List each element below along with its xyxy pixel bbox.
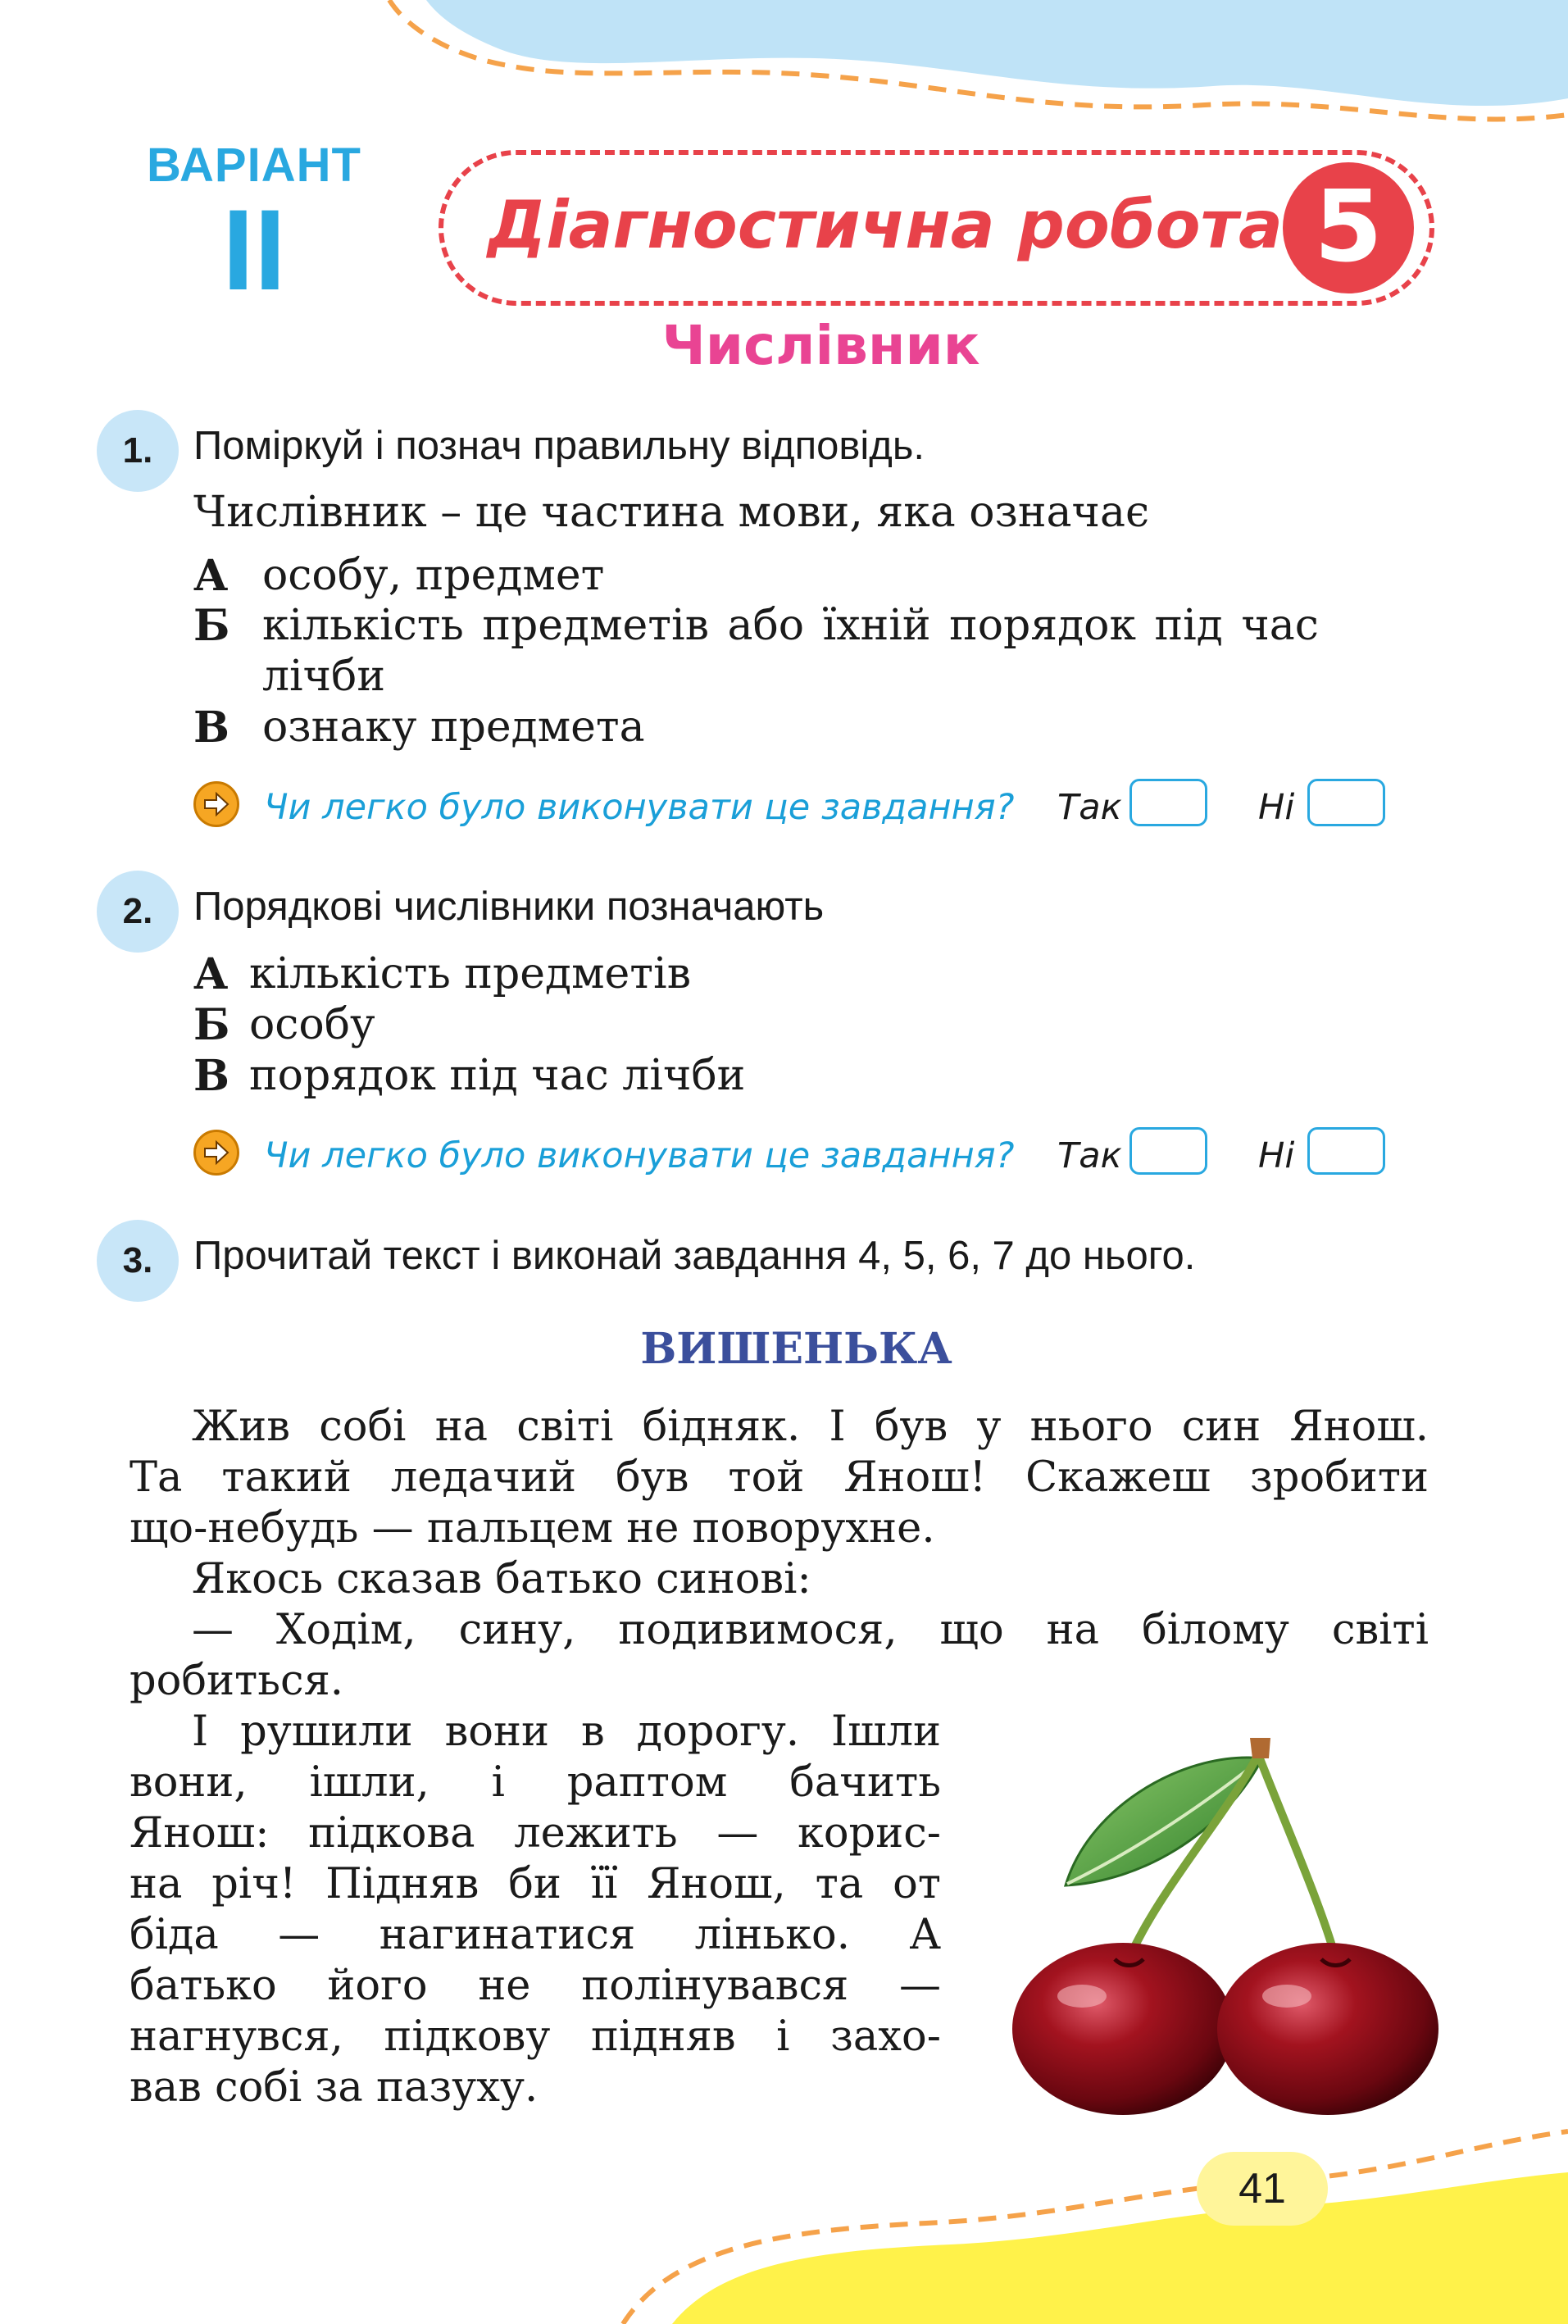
task-number-2: 2. [97,871,179,953]
task-1-yes-label: Так [1057,787,1122,828]
story-line: нагнувся, підкову підняв і захо- [130,2012,941,2061]
story-line: біда — нагинатися лінько. А [130,1911,941,1959]
task-2-option-a[interactable] [193,949,691,999]
task-3-instruction: Прочитай текст і виконай завдання 4, 5, 6, 7 до нього. [193,1234,1196,1278]
cherry-illustration [975,1713,1451,2115]
task-number-3: 3. [97,1220,179,1302]
story-line: батько його не полінувався — [130,1962,941,2010]
task-1-no-checkbox[interactable] [1307,779,1385,826]
option-letter: Б [193,601,230,651]
work-number-badge: 5 [1283,162,1414,293]
option-letter: Б [193,1000,230,1050]
task-1-stem: Числівник – це частина мови, яка означає [193,488,1150,537]
option-text: кількість предметів [249,949,691,998]
task-1-option-v[interactable] [193,703,645,753]
story-paragraph-1 [130,1402,1429,1554]
task-2-feedback-question: Чи легко було виконувати це завдання? [264,1135,1015,1176]
task-2-option-v[interactable] [193,1051,746,1101]
story-title-text: ВИШЕНЬКА [640,1324,952,1374]
story-line: вони, ішли, і раптом бачить [130,1758,941,1807]
story-line: на річ! Підняв би її Янош, та от [130,1860,941,1908]
page-title: Діагностична робота [488,187,1283,263]
story-line: Якось сказав батько синові: [192,1555,811,1603]
task-1-option-b[interactable] [193,601,1319,651]
story-line: що-небудь — пальцем не поворухне. [130,1504,935,1553]
variant-number: II [222,185,286,314]
story-paragraph-3 [130,1605,1429,1707]
task-2-option-b[interactable] [193,1000,375,1050]
task-1-feedback-question: Чи легко було виконувати це завдання? [264,787,1015,828]
story-line: І рушили вони в дорогу. Ішли [192,1708,941,1756]
story-title [0,1324,1568,1374]
option-text: ознаку предмета [262,703,645,752]
page-number: 41 [1197,2152,1328,2226]
story-paragraph-4 [130,1707,941,2113]
top-wave-shape [426,0,1568,106]
option-text: кількість предметів або їхній порядок під час [262,601,1319,650]
option-letter: В [193,1051,230,1101]
task-2-no-checkbox[interactable] [1307,1127,1385,1175]
variant-label: ВАРІАНТ [147,139,361,192]
story-line: — Ходім, сину, подивимося, що на білому світі [192,1606,1429,1654]
topic-text: Числівник [661,314,980,377]
task-2-no-label: Ні [1258,1135,1295,1176]
option-text: особу, предмет [262,551,605,600]
task-1-no-label: Ні [1258,787,1295,828]
arrow-right-icon [193,781,239,827]
task-1-instruction: Поміркуй і познач правильну відповідь. [193,424,925,468]
task-1-option-a[interactable] [193,551,605,601]
story-line: робиться. [130,1657,343,1705]
story-line: Жив собі на світі бідняк. І був у нього син Янош. [192,1403,1429,1451]
task-2-yes-label: Так [1057,1135,1122,1176]
option-text: порядок під час лічби [249,1051,746,1100]
arrow-right-icon [193,1130,239,1176]
story-paragraph-2 [130,1554,1429,1605]
option-letter: А [193,949,229,999]
task-1-yes-checkbox[interactable] [1129,779,1207,826]
story-line: Янош: підкова лежить — корис- [130,1809,941,1858]
bottom-wave-shape [672,2172,1568,2324]
task-2-instruction: Порядкові числівники позначають [193,885,825,929]
task-number-1: 1. [97,410,179,492]
option-letter: А [193,551,229,601]
topic-title [0,314,1568,377]
story-line: Та такий ледачий був той Янош! Скажеш зробити [130,1453,1429,1502]
option-text: особу [249,1000,375,1049]
story-line: вав собі за пазуху. [130,2063,539,2112]
task-2-yes-checkbox[interactable] [1129,1127,1207,1175]
option-letter: В [193,703,230,753]
task-1-option-b-continued: лічби [262,652,386,701]
